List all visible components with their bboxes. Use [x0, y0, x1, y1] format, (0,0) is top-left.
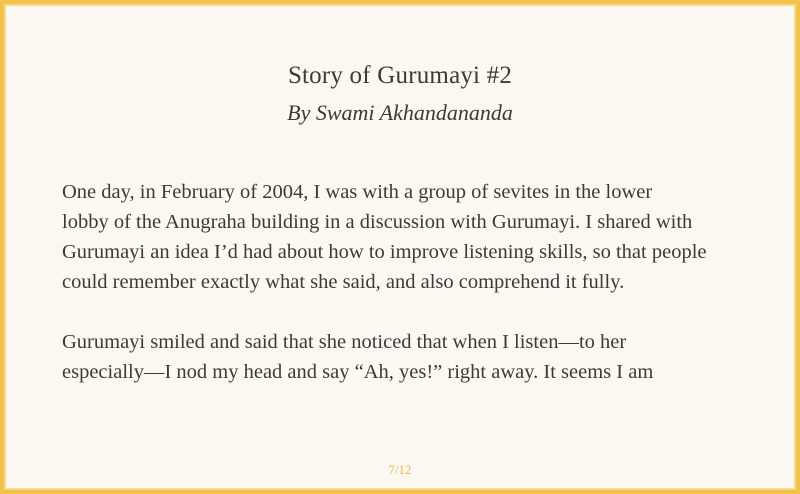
document-page [4, 4, 796, 490]
page-number: 7/12 [388, 462, 412, 477]
story-title: Story of Gurumayi #2 [287, 62, 513, 89]
text-line: One day, in February of 2004, I was with a group of sevites in the lower [62, 181, 653, 203]
paragraph [62, 177, 742, 297]
text-line: lobby of the Anugraha building in a discussion with Gurumayi. I shared with [62, 211, 693, 233]
paragraph [62, 327, 742, 387]
story-author: By Swami Akhandananda [287, 100, 513, 125]
text-line: could remember exactly what she said, and also comprehend it fully. [62, 271, 625, 293]
story-body [62, 177, 742, 417]
text-line: Gurumayi smiled and said that she noticed that when I listen—to her [62, 331, 627, 353]
text-line: especially—I nod my head and say “Ah, yes!” right away. It seems I am [62, 361, 654, 383]
text-line: Gurumayi an idea I’d had about how to improve listening skills, so that people [62, 241, 707, 263]
